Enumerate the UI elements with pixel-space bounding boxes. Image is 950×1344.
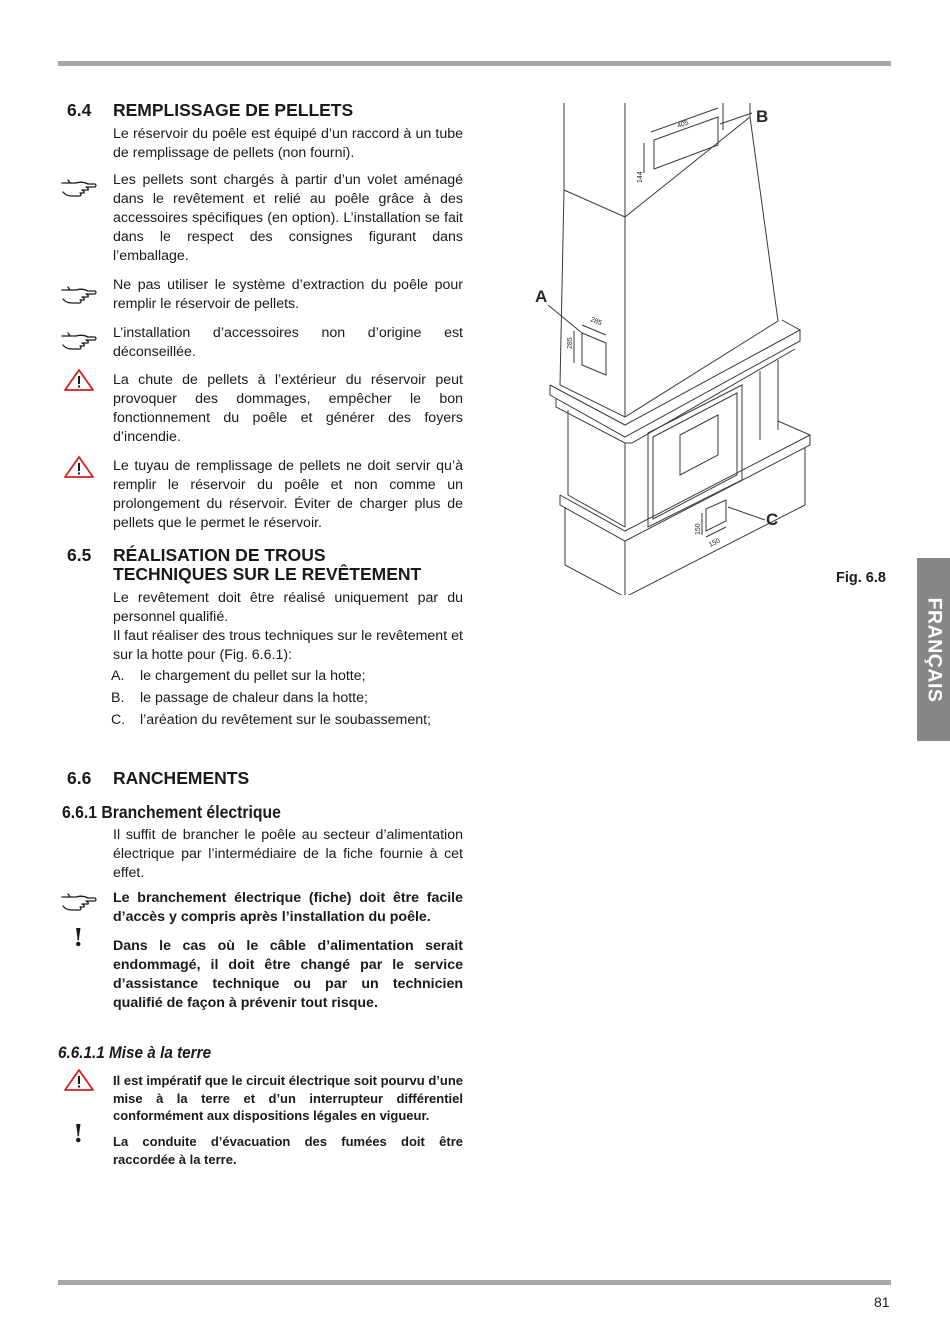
- figure-caption: Fig. 6.8: [836, 570, 886, 586]
- pointing-hand-icon: [60, 329, 98, 353]
- exclamation-icon: !: [73, 1119, 84, 1148]
- paragraph: Le réservoir du poêle est équipé d’un raccord à un tube de remplissage de pellets (non fourni).: [113, 126, 463, 161]
- top-rule: [58, 61, 891, 66]
- dim-c-width: 150: [707, 537, 722, 549]
- note-text: L’installation d’accessoires non d’origine est déconseillée.: [113, 325, 463, 360]
- note-text: Ne pas utiliser le système d’extraction du poêle pour remplir le réservoir de pellets.: [113, 277, 463, 312]
- list-text: le chargement du pellet sur la hotte;: [140, 668, 366, 684]
- pointing-hand-icon: [60, 176, 98, 200]
- list-item: [111, 689, 368, 708]
- opening-c: [706, 500, 726, 531]
- figure-label-a: A: [535, 287, 548, 306]
- dim-a-width: 285: [589, 316, 603, 328]
- heading-number: 6.5: [67, 545, 92, 565]
- hood-lower-left: [560, 190, 625, 417]
- list-text: l’aréation du revêtement sur le soubassement;: [140, 712, 432, 728]
- list-marker: B.: [111, 690, 125, 706]
- opening-a: [582, 333, 606, 375]
- leader-a: [548, 305, 582, 333]
- list-item: [111, 711, 431, 730]
- warning-triangle-icon: [60, 455, 98, 479]
- dim-b-height: 144: [637, 171, 644, 183]
- warning-text: La chute de pellets à l’extérieur du réservoir peut provoquer des dommages, empêcher le bon fonctionnement du poêle et générer des foyers d’incendie.: [113, 372, 463, 445]
- language-tab: [917, 558, 950, 741]
- paragraph: Il suffit de brancher le poêle au secteur d’alimentation électrique par l’intermédiaire de la fiche fournie à cet effet.: [113, 827, 463, 881]
- important-text: Dans le cas où le câble d’alimentation serait endommagé, il doit être changé par le service d’assistance technique ou par un technicien qualifié de façon à prévenir tout risque.: [113, 938, 463, 1011]
- heading-text: RÉALISATION DE TROUS: [113, 545, 326, 565]
- note-text: Le branchement électrique (fiche) doit être facile d’accès y compris après l’installation du poêle.: [113, 890, 463, 925]
- note-text: Les pellets sont chargés à partir d’un volet aménagé dans le revêtement et relié au poêle grâce à des accessoires spécifiques (en option). L’installation se fait dans le respect des consignes figurant dans l’emballage.: [113, 172, 463, 264]
- heading-text: REMPLISSAGE DE PELLETS: [113, 100, 354, 120]
- fireplace-diagram: [520, 95, 820, 595]
- paragraph: Le revêtement doit être réalisé uniquement par du personnel qualifié.: [113, 590, 463, 625]
- pointing-hand-icon: [60, 890, 98, 914]
- glass-door: [680, 415, 718, 475]
- figure-label-c: C: [766, 510, 779, 529]
- warning-text: Il est impératif que le circuit électrique soit pourvu d’une mise à la terre et d’un interrupteur différentiel conformément aux dispositions légales en vigueur.: [113, 1073, 463, 1123]
- warning-text: Le tuyau de remplissage de pellets ne doit servir qu’à remplir le réservoir du poêle et non comme un prolongement du réservoir. Éviter de charger plus de pellets que le permet le réservoir.: [113, 458, 463, 531]
- list-text: le passage de chaleur dans la hotte;: [140, 690, 368, 706]
- list-item: [111, 667, 366, 686]
- hood-left-face: [564, 103, 625, 217]
- pointing-hand-icon: [60, 283, 98, 307]
- leader-c: [728, 507, 765, 520]
- exclamation-icon: !: [73, 923, 84, 952]
- dim-a-height: 285: [567, 337, 574, 349]
- leader-b: [720, 113, 752, 124]
- dim-c-height: 150: [695, 523, 702, 535]
- heading-number: 6.4: [67, 100, 92, 120]
- warning-triangle-icon: [60, 1068, 98, 1092]
- important-text: La conduite d’évacuation des fumées doit être raccordée à la terre.: [113, 1134, 463, 1167]
- page-number: 81: [874, 1294, 890, 1310]
- heading-number: 6.6: [67, 768, 92, 788]
- paragraph: Il faut réaliser des trous techniques sur le revêtement et sur la hotte pour (Fig. 6.6.1):: [113, 628, 463, 663]
- subheading-6-6-1: 6.6.1 Branchement électrique: [62, 802, 281, 822]
- heading-text: RANCHEMENTS: [113, 768, 250, 788]
- dim-b-width: 405: [676, 119, 690, 130]
- figure-label-b: B: [756, 107, 769, 126]
- bottom-rule: [58, 1280, 891, 1285]
- list-marker: C.: [111, 712, 126, 728]
- language-tab-label: FRANÇAIS: [923, 597, 945, 702]
- subheading-6-6-1-1: 6.6.1.1 Mise à la terre: [58, 1043, 212, 1062]
- list-marker: A.: [111, 668, 125, 684]
- warning-triangle-icon: [60, 368, 98, 392]
- heading-text: TECHNIQUES SUR LE REVÊTEMENT: [113, 564, 422, 584]
